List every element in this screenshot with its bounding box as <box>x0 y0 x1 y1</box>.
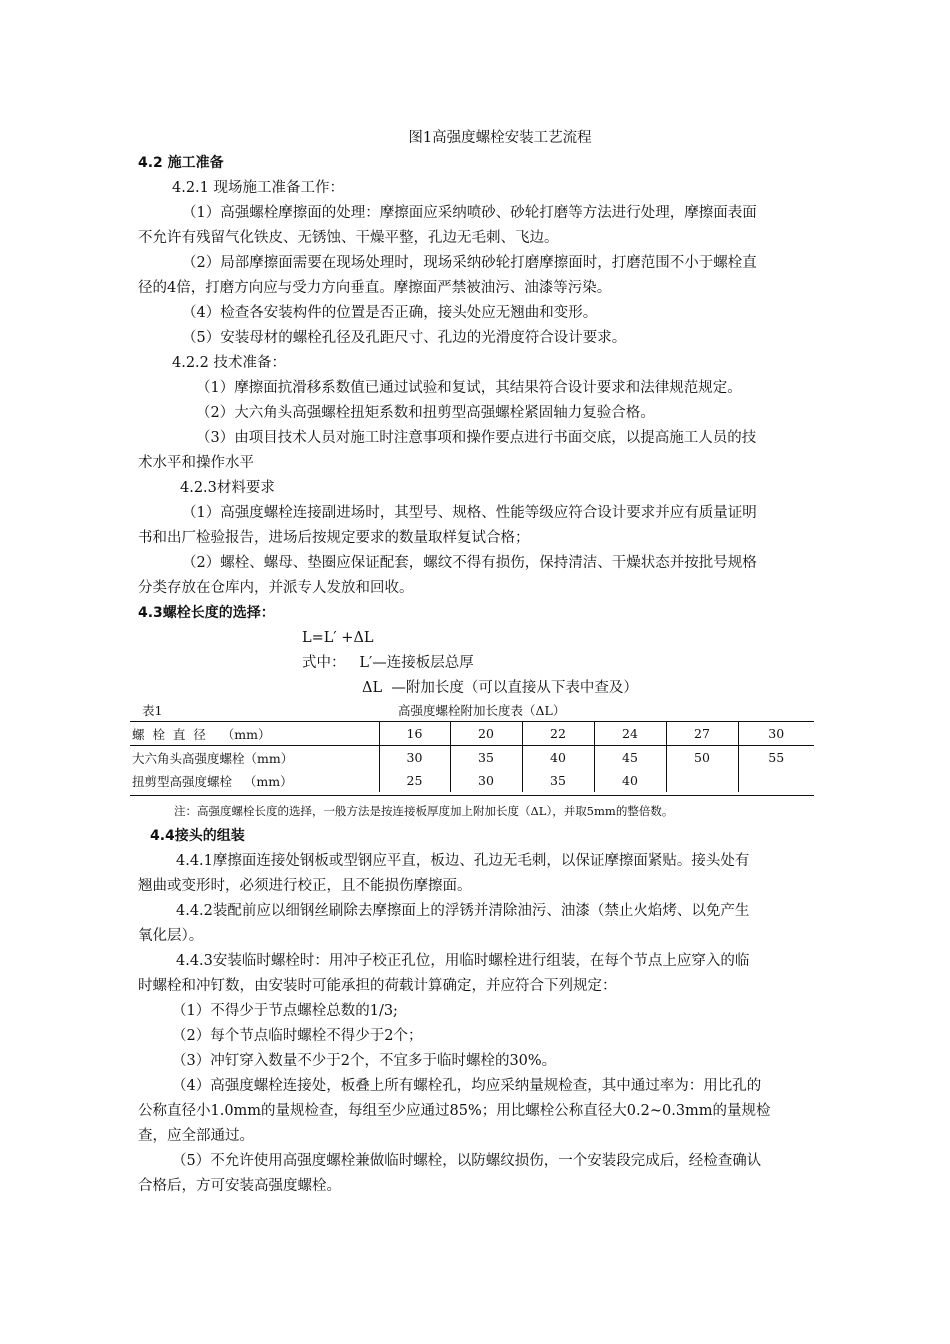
table-cell: 35 <box>450 746 522 770</box>
section-4-4-heading: 4.4接头的组装 <box>150 828 245 844</box>
table-cell: 35 <box>522 769 594 792</box>
section-4-2-heading: 4.2 施工准备 <box>138 155 224 171</box>
section-4-3-heading: 4.3螺栓长度的选择： <box>138 605 275 621</box>
table-title: 高强度螺栓附加长度表（ΔL） <box>398 703 566 718</box>
paragraph-line: 不允许有残留气化铁皮、无锈蚀、干燥平整，孔边无毛刺、飞边。 <box>138 230 559 246</box>
formula: L=L′ +ΔL <box>302 630 374 646</box>
table-row-label: 大六角头高强度螺栓（mm） <box>130 746 379 770</box>
section-4-2-1-heading: 4.2.1 现场施工准备工作： <box>172 180 345 196</box>
table-row <box>130 769 814 792</box>
table-cell: 27 <box>666 722 738 746</box>
table-cell: 25 <box>379 769 450 792</box>
paragraph-line: （4）检查各安装构件的位置是否正确，接头处应无翘曲和变形。 <box>182 305 598 321</box>
paragraph-line: 书和出厂检验报告，进场后按规定要求的数量取样复试合格； <box>138 530 530 546</box>
paragraph-line: 公称直径小1.0mm的量规检查，每组至少应通过85%；用比螺栓公称直径大0.2~0.3mm的量规检 <box>138 1103 771 1119</box>
paragraph-line: 查，应全部通过。 <box>138 1128 254 1144</box>
paragraph-line: 术水平和操作水平 <box>138 455 254 471</box>
table-cell: 40 <box>522 746 594 770</box>
paragraph-line: 翘曲或变形时，必须进行校正，且不能损伤摩擦面。 <box>138 878 472 894</box>
table-cell: 30 <box>379 746 450 770</box>
paragraph-line: （3）由项目技术人员对施工时注意事项和操作要点进行书面交底，以提高施工人员的技 <box>196 430 757 446</box>
paragraph-line: 氧化层）。 <box>138 928 204 944</box>
paragraph-line: 合格后，方可安装高强度螺栓。 <box>138 1178 341 1194</box>
table-header-row <box>130 722 814 746</box>
table-cell: 24 <box>594 722 666 746</box>
bolt-length-table <box>130 722 814 792</box>
formula-where-1: 式中： L′—连接板层总厚 <box>302 655 474 671</box>
paragraph-line: 径的4倍，打磨方向应与受力方向垂直。摩擦面严禁被油污、油漆等污染。 <box>138 280 612 296</box>
paragraph-line: 4.4.3安装临时螺栓时：用冲子校正孔位，用临时螺栓进行组装，在每个节点上应穿入的临 <box>176 953 750 969</box>
table-row-label: 扭剪型高强度螺栓 （mm） <box>130 769 379 792</box>
paragraph-line: （5）安装母材的螺栓孔径及孔距尺寸、孔边的光滑度符合设计要求。 <box>182 330 627 346</box>
paragraph-line: （2）局部摩擦面需要在现场处理时，现场采纳砂轮打磨摩擦面时，打磨范围不小于螺栓直 <box>182 255 757 271</box>
section-4-2-3-heading: 4.2.3材料要求 <box>180 480 275 496</box>
table-label: 表1 <box>142 703 163 718</box>
paragraph-line: （2）每个节点临时螺栓不得少于2个； <box>172 1028 423 1044</box>
paragraph-line: （2）大六角头高强螺栓扭矩系数和扭剪型高强螺栓紧固轴力复验合格。 <box>196 405 655 421</box>
paragraph-line: 分类存放在仓库内，并派专人发放和回收。 <box>138 580 414 596</box>
paragraph-line: 4.4.1摩擦面连接处钢板或型钢应平直，板边、孔边无毛刺，以保证摩擦面紧贴。接头处有 <box>176 853 750 869</box>
formula-where-2: ΔL —附加长度（可以直接从下表中查及） <box>362 680 638 696</box>
table-cell: 22 <box>522 722 594 746</box>
table-cell: 30 <box>450 769 522 792</box>
paragraph-line: （3）冲钉穿入数量不少于2个，不宜多于临时螺栓的30%。 <box>172 1053 557 1069</box>
paragraph-line: （1）高强螺栓摩擦面的处理：摩擦面应采纳喷砂、砂轮打磨等方法进行处理，摩擦面表面 <box>182 205 757 221</box>
paragraph-line: 时螺栓和冲钉数，由安装时可能承担的荷载计算确定，并应符合下列规定： <box>138 978 617 994</box>
table-cell <box>666 769 738 792</box>
paragraph-line: （4）高强度螺栓连接处，板叠上所有螺栓孔，均应采纳量规检查，其中通过率为：用比孔的 <box>172 1078 762 1094</box>
paragraph-line: （1）高强度螺栓连接副进场时，其型号、规格、性能等级应符合设计要求并应有质量证明 <box>182 505 757 521</box>
paragraph-line: 4.4.2装配前应以细钢丝刷除去摩擦面上的浮锈并清除油污、油漆（禁止火焰烤、以免产生 <box>176 903 750 919</box>
figure-caption: 图1高强度螺栓安装工艺流程 <box>408 130 592 146</box>
table-cell: 20 <box>450 722 522 746</box>
table-cell: 30 <box>768 726 785 741</box>
table-cell <box>738 769 814 792</box>
table-row <box>130 746 814 770</box>
paragraph-line: （2）螺栓、螺母、垫圈应保证配套，螺纹不得有损伤，保持清洁、干燥状态并按批号规格 <box>182 555 757 571</box>
table-cell: 45 <box>594 746 666 770</box>
section-4-2-2-heading: 4.2.2 技术准备： <box>172 355 287 371</box>
table-cell: 40 <box>594 769 666 792</box>
table-header-label: 螺 栓 直 径 （mm） <box>130 722 379 746</box>
paragraph-line: （5）不允许使用高强度螺栓兼做临时螺栓，以防螺纹损伤，一个安装段完成后，经检查确认 <box>172 1153 762 1169</box>
table-cell: 55 <box>768 750 785 765</box>
paragraph-line: （1）不得少于节点螺栓总数的1/3; <box>172 1003 398 1019</box>
paragraph-line: （1）摩擦面抗滑移系数值已通过试验和复试，其结果符合设计要求和法律规范规定。 <box>196 380 742 396</box>
table-bottom-rule <box>130 795 814 796</box>
table-cell: 16 <box>379 722 450 746</box>
table-cell: 50 <box>666 746 738 770</box>
table-note: 注：高强度螺栓长度的选择，一般方法是按连接板厚度加上附加长度（ΔL），并取5mm的整倍数。 <box>174 804 674 818</box>
